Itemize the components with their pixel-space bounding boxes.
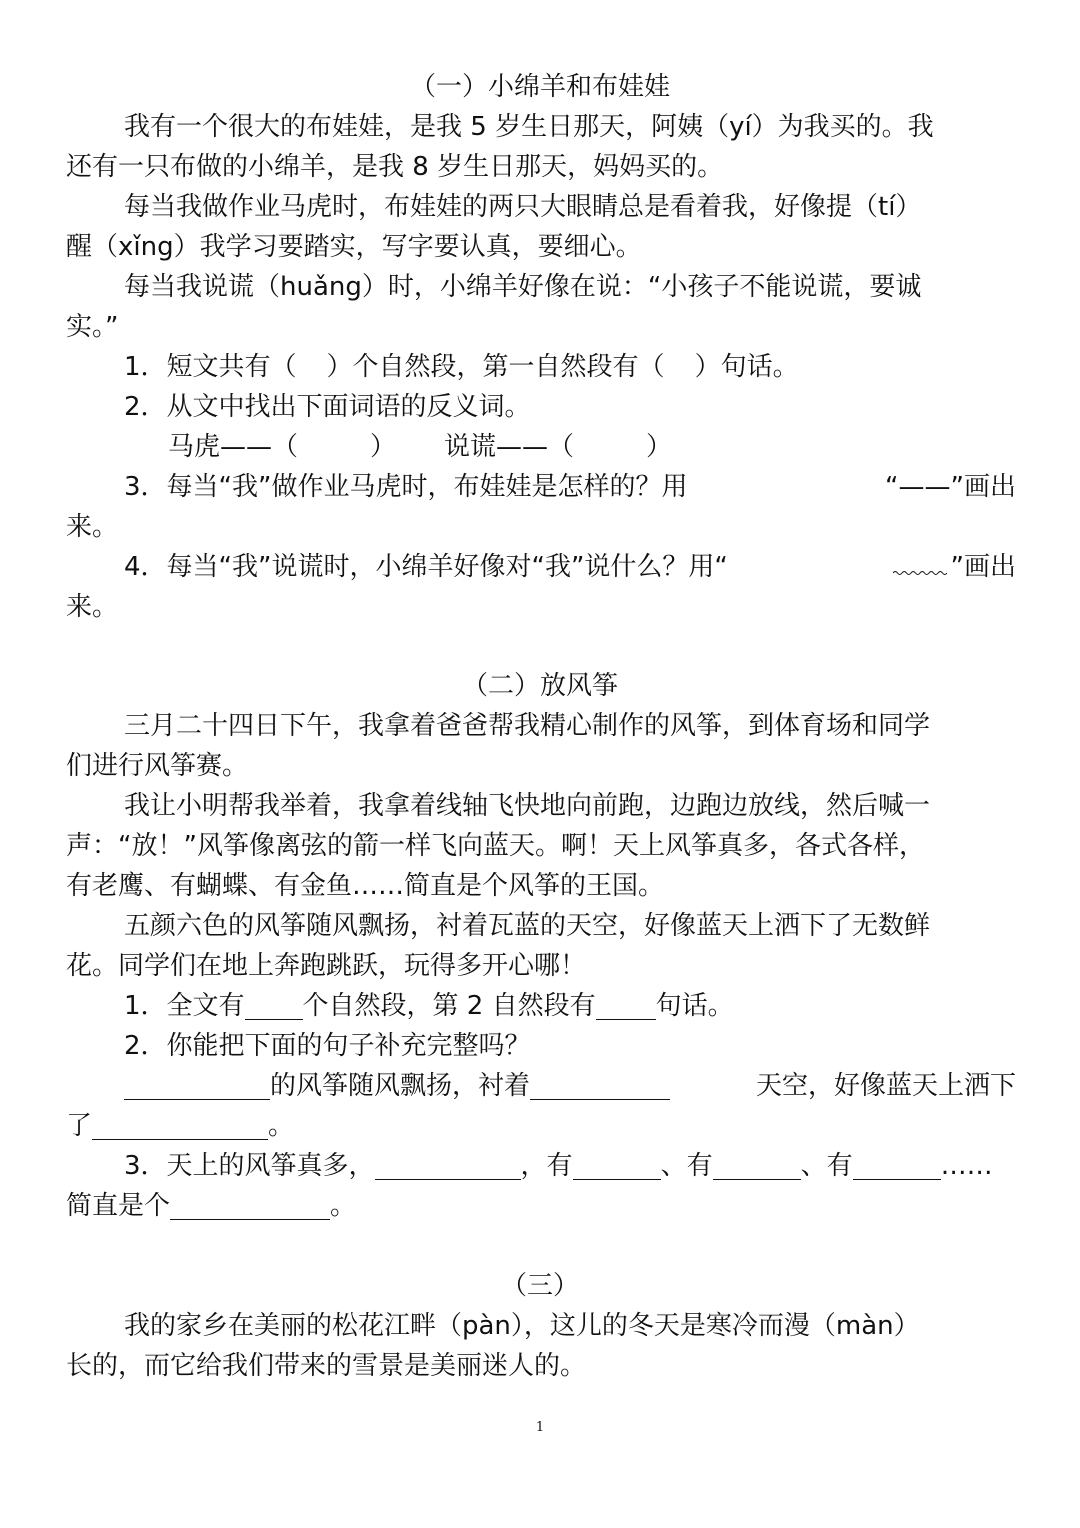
- s2-q1-text-c: 句话。: [655, 991, 734, 1021]
- s1-q2-word-2: 说谎——（: [444, 432, 575, 462]
- s2-q2-blank-1[interactable]: [124, 1071, 270, 1100]
- s1-question-3-line-1: [124, 467, 1016, 507]
- s1-q4-text-b: ”画出: [950, 552, 1016, 582]
- s1-question-2: 2．从文中找出下面词语的反义词。: [124, 392, 531, 422]
- s2-q3-text-b: ，有: [520, 1151, 573, 1181]
- s3-para-1-line-2: 长的，而它给我们带来的雪景是美丽迷人的。: [66, 1351, 587, 1381]
- s2-q3-blank-4[interactable]: [853, 1151, 941, 1180]
- s1-q2-close-1: ）: [370, 432, 397, 462]
- s2-para-2-line-2: 声：“放！”风筝像离弦的箭一样飞向蓝天。啊！天上风筝真多，各式各样，: [66, 831, 925, 861]
- s2-question-2-line-1: [124, 1066, 1016, 1106]
- s2-q2-text-a: 的风筝随风飘扬，衬着: [270, 1071, 531, 1101]
- s2-q2-blank-2[interactable]: [530, 1071, 670, 1100]
- s2-q2-text-c: 了: [66, 1111, 93, 1141]
- s2-q3-blank-5[interactable]: [170, 1191, 330, 1220]
- s2-q3-text-e: ……: [940, 1151, 993, 1181]
- s2-question-3-line-2: [66, 1186, 1016, 1226]
- s2-q2-text-b: 天空，好像蓝天上洒下: [755, 1071, 1016, 1101]
- s2-q3-text-g: 。: [330, 1191, 357, 1221]
- s1-question-2-answers: [168, 427, 1080, 467]
- s2-q2-blank-3[interactable]: [92, 1111, 268, 1140]
- s1-question-4-line-2: 来。: [66, 592, 119, 622]
- s1-q3-text-b: “——”画出: [885, 472, 1016, 502]
- s1-question-4-line-1: [124, 547, 1016, 587]
- s2-q1-blank-1[interactable]: [245, 991, 303, 1020]
- s1-para-3-line-2: 实。”: [66, 312, 119, 342]
- s2-para-1-line-2: 们进行风筝赛。: [66, 751, 249, 781]
- s1-q4-text-a: 4．每当“我”说谎时，小绵羊好像对“我”说什么？用“: [124, 552, 728, 582]
- s2-question-2: 2．你能把下面的句子补充完整吗？: [124, 1031, 531, 1061]
- s2-q2-text-d: 。: [268, 1111, 295, 1141]
- s1-question-3-line-2: 来。: [66, 512, 119, 542]
- s1-q1-text-a: 1．短文共有（: [124, 352, 297, 382]
- s1-para-2-line-2: 醒（xǐng）我学习要踏实，写字要认真，要细心。: [66, 232, 642, 262]
- s2-q1-text-b: 个自然段，第 2 自然段有: [302, 991, 596, 1021]
- s2-para-2-line-1: 我让小明帮我举着，我拿着线轴飞快地向前跑，边跑边放线，然后喊一: [124, 791, 931, 821]
- s1-q3-text-a: 3．每当“我”做作业马虎时，布娃娃是怎样的？用: [124, 472, 688, 502]
- s2-q3-blank-2[interactable]: [573, 1151, 661, 1180]
- s1-para-1-line-1: 我有一个很大的布娃娃，是我 5 岁生日那天，阿姨（yí）为我买的。我: [124, 112, 934, 142]
- section-2-title: （二）放风筝: [461, 671, 618, 701]
- s2-question-1: [124, 986, 1016, 1026]
- s2-question-3-line-1: [124, 1146, 1016, 1186]
- s1-q1-text-c: ）句话。: [694, 352, 799, 382]
- s1-para-1-line-2: 还有一只布做的小绵羊，是我 8 岁生日那天，妈妈买的。: [66, 152, 724, 182]
- s2-q3-blank-1[interactable]: [375, 1151, 521, 1180]
- s2-q3-text-d: 、有: [800, 1151, 853, 1181]
- s2-q3-text-a: 3．天上的风筝真多，: [124, 1151, 375, 1181]
- s2-q1-text-a: 1．全文有: [124, 991, 245, 1021]
- s2-question-2-line-2: [66, 1106, 1016, 1146]
- s1-q2-word-1: 马虎——（: [168, 432, 299, 462]
- s2-q3-text-f: 简直是个: [66, 1191, 171, 1221]
- wavy-underline-icon: [893, 557, 947, 577]
- s2-para-3-line-1: 五颜六色的风筝随风飘扬，衬着瓦蓝的天空，好像蓝天上洒下了无数鲜: [124, 911, 931, 941]
- s2-q3-text-c: 、有: [660, 1151, 713, 1181]
- s3-para-1-line-1: 我的家乡在美丽的松花江畔（pàn），这儿的冬天是寒冷而漫（màn）: [124, 1311, 920, 1341]
- section-3-title: （三）: [500, 1271, 579, 1301]
- s2-para-2-line-3: 有老鹰、有蝴蝶、有金鱼……简直是个风筝的王国。: [66, 871, 665, 901]
- s1-q2-close-2: ）: [646, 432, 673, 462]
- s2-q3-blank-3[interactable]: [713, 1151, 801, 1180]
- s1-para-2-line-1: 每当我做作业马虎时，布娃娃的两只大眼睛总是看着我，好像提（tí）: [124, 192, 922, 222]
- s1-para-3-line-1: 每当我说谎（huǎng）时，小绵羊好像在说：“小孩子不能说谎，要诚: [124, 272, 922, 302]
- s1-question-1: [124, 347, 1016, 387]
- section-1-title: （一）小绵羊和布娃娃: [409, 72, 670, 102]
- page-number: 1: [535, 1420, 545, 1435]
- s2-para-3-line-2: 花。同学们在地上奔跑跳跃，玩得多开心哪！: [66, 951, 587, 981]
- s2-q1-blank-2[interactable]: [596, 991, 656, 1020]
- s2-para-1-line-1: 三月二十四日下午，我拿着爸爸帮我精心制作的风筝，到体育场和同学: [124, 711, 931, 741]
- s1-q1-text-b: ）个自然段，第一自然段有（: [326, 352, 665, 382]
